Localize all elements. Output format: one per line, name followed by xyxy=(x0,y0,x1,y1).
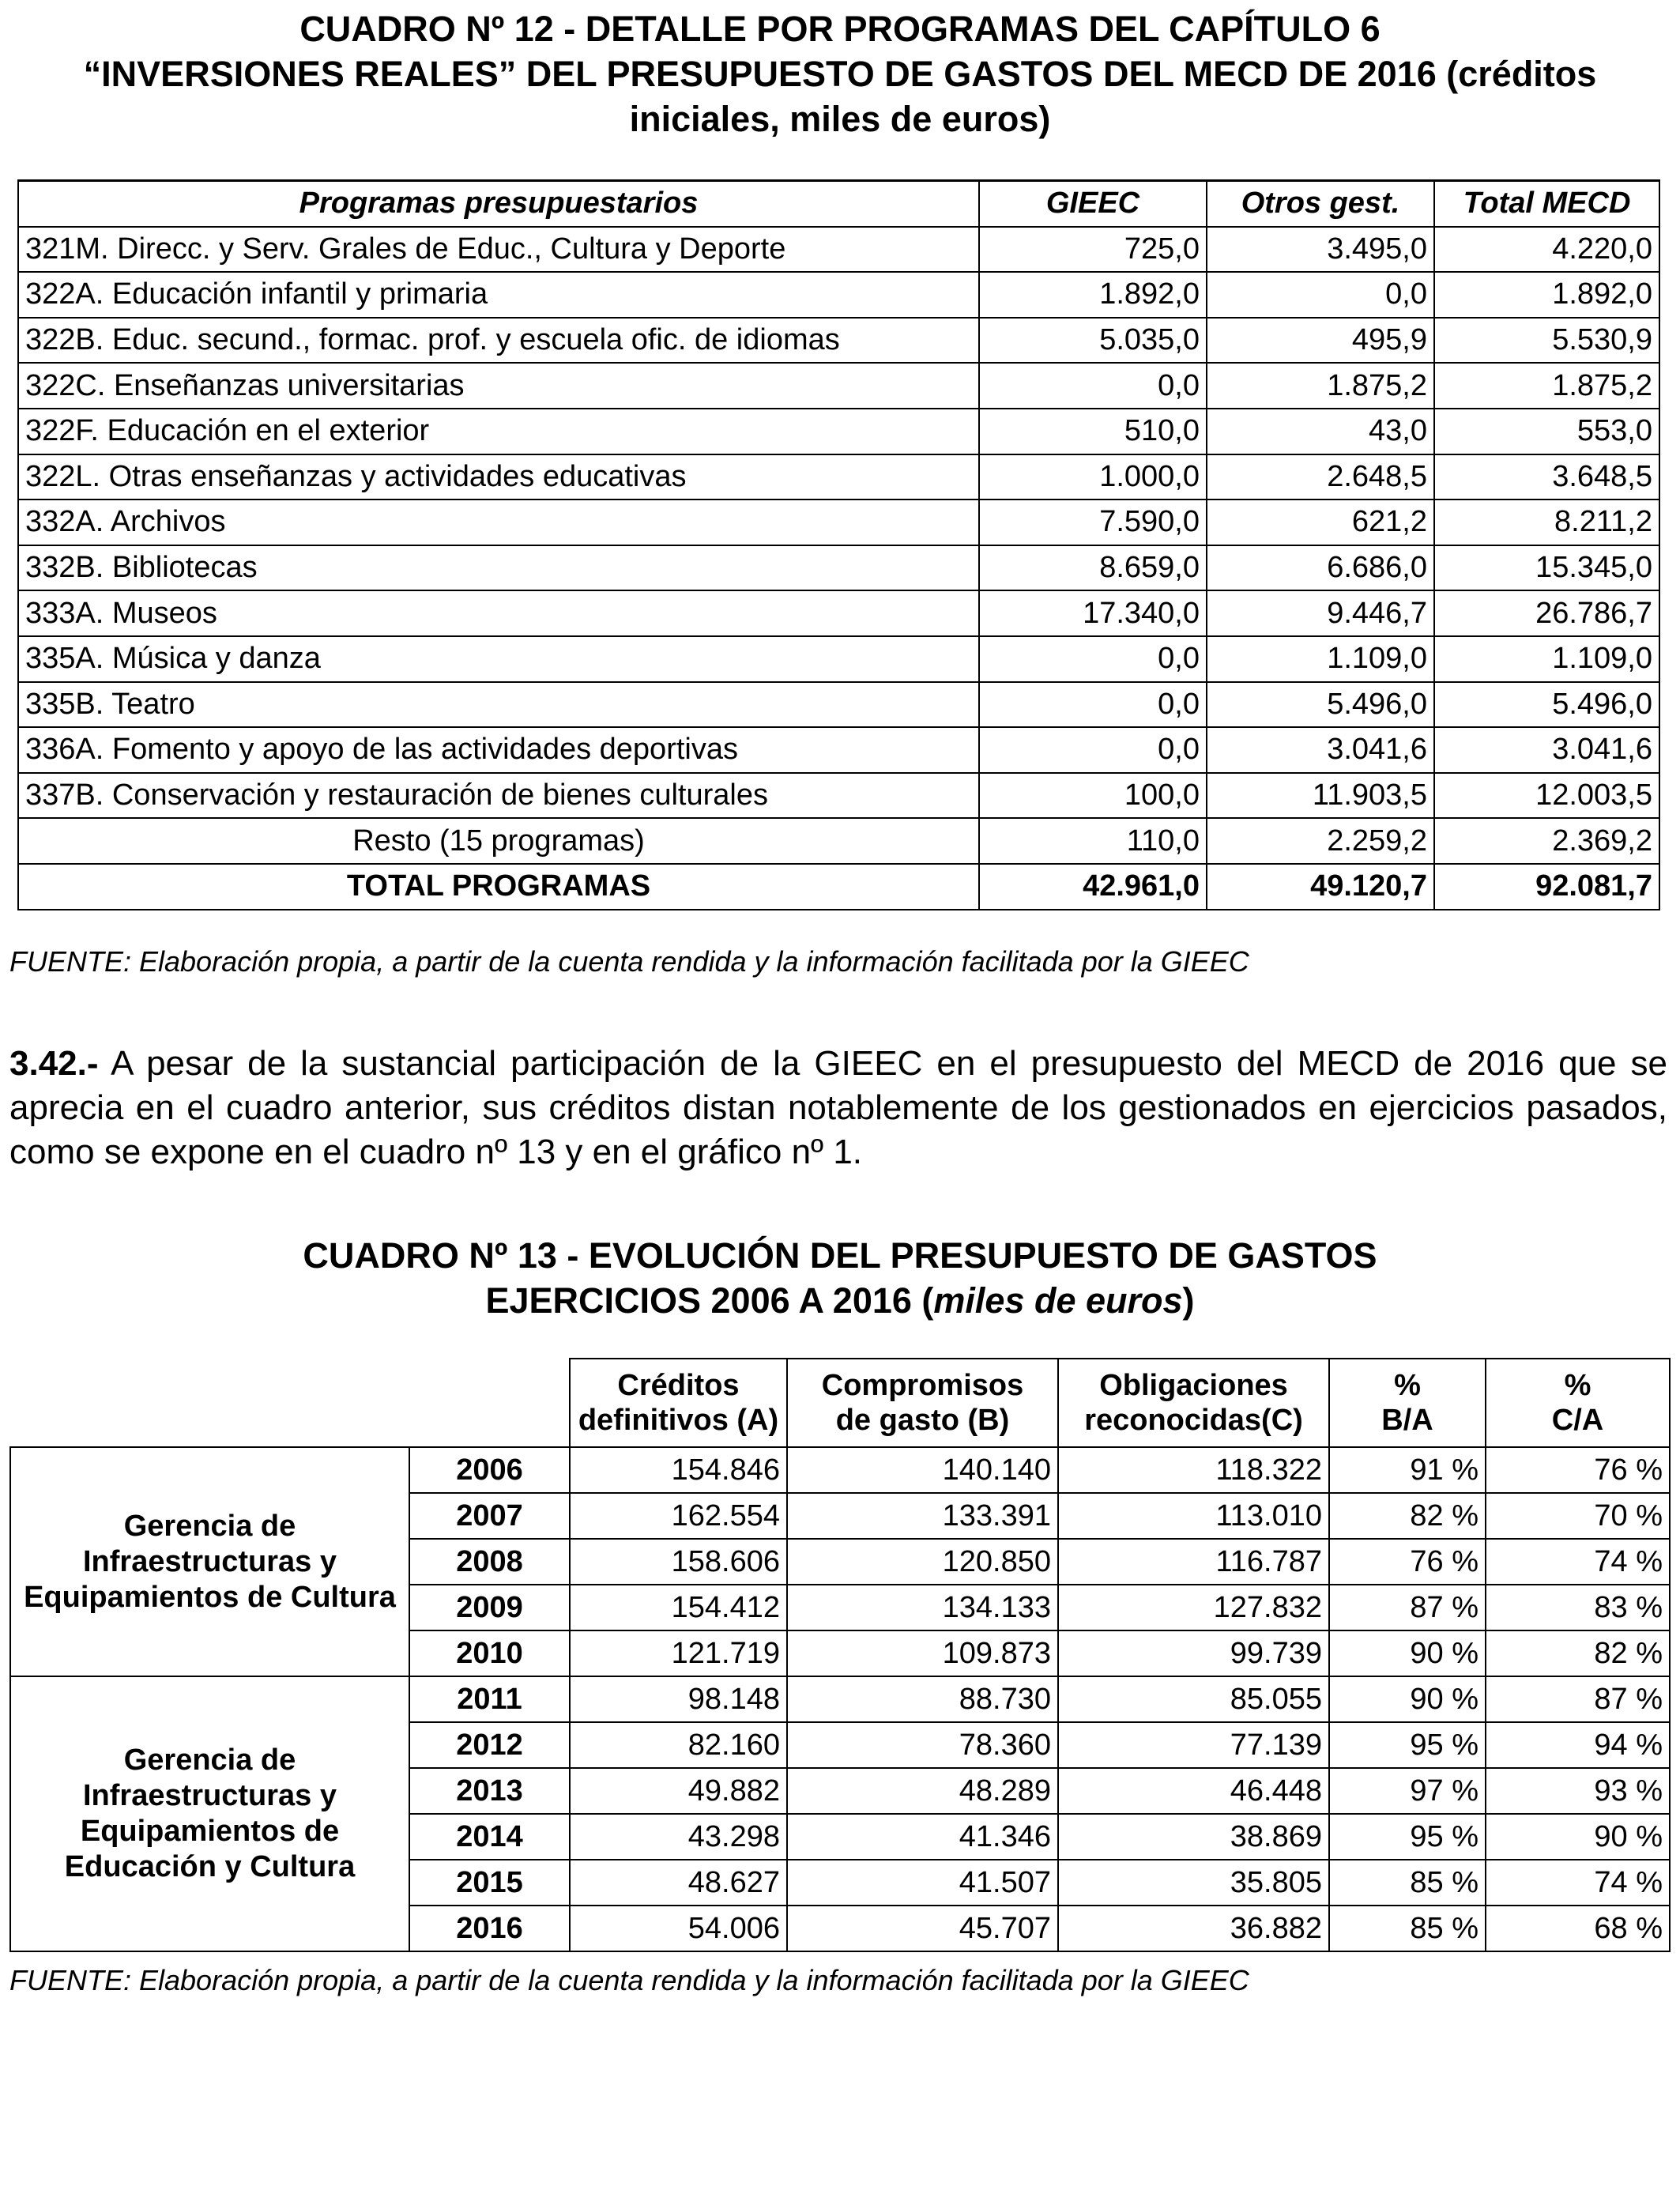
cuadro12-title-line3: iniciales, miles de euros) xyxy=(629,99,1051,139)
cuadro12-header-otros: Otros gest. xyxy=(1207,181,1434,227)
cuadro12-program-name: 322B. Educ. secund., formac. prof. y escuela ofic. de idiomas xyxy=(18,318,979,364)
cuadro13-year: 2013 xyxy=(409,1768,570,1814)
cuadro12-otros-value: 0,0 xyxy=(1207,272,1434,318)
cuadro12-otros-value: 5.496,0 xyxy=(1207,682,1434,728)
cuadro12-row xyxy=(18,773,1659,819)
cuadro12-row xyxy=(18,727,1659,773)
cuadro13-creditos-value: 49.882 xyxy=(570,1768,787,1814)
cuadro13-table xyxy=(9,1358,1671,1952)
cuadro13-pct-ba-value: 91 % xyxy=(1329,1447,1486,1493)
cuadro12-program-name: 322F. Educación en el exterior xyxy=(18,409,979,454)
cuadro12-program-name: 337B. Conservación y restauración de bienes culturales xyxy=(18,773,979,819)
cuadro12-gieec-value: 100,0 xyxy=(979,773,1207,819)
cuadro13-pct-ba-value: 76 % xyxy=(1329,1539,1486,1585)
cuadro13-obligaciones-value: 46.448 xyxy=(1058,1768,1329,1814)
cuadro13-group-educacion-cultura: Gerencia de Infraestructuras y Equipamientos de Educación y Cultura xyxy=(10,1676,409,1951)
cuadro12-otros-value: 3.041,6 xyxy=(1207,727,1434,773)
cuadro13-obligaciones-value: 77.139 xyxy=(1058,1722,1329,1768)
cuadro12-total-value: 553,0 xyxy=(1434,409,1659,454)
cuadro12-total-value: 5.530,9 xyxy=(1434,318,1659,364)
cuadro13-header-blank-2 xyxy=(409,1359,570,1447)
cuadro12-otros-value: 3.495,0 xyxy=(1207,227,1434,273)
cuadro13-obligaciones-value: 116.787 xyxy=(1058,1539,1329,1585)
cuadro12-otros-value: 1.109,0 xyxy=(1207,636,1434,682)
cuadro13-creditos-value: 154.846 xyxy=(570,1447,787,1493)
cuadro12-total-total: 92.081,7 xyxy=(1434,864,1659,910)
cuadro12-gieec-value: 1.892,0 xyxy=(979,272,1207,318)
cuadro12-row xyxy=(18,272,1659,318)
cuadro13-pct-ca-value: 90 % xyxy=(1486,1814,1670,1860)
cuadro13-pct-ca-value: 87 % xyxy=(1486,1676,1670,1722)
cuadro12-resto-label: Resto (15 programas) xyxy=(18,818,979,864)
cuadro13-title-line2-c: ) xyxy=(1182,1280,1195,1321)
cuadro13-year: 2015 xyxy=(409,1860,570,1906)
cuadro12-gieec-value: 510,0 xyxy=(979,409,1207,454)
cuadro13-obligaciones-value: 113.010 xyxy=(1058,1493,1329,1539)
cuadro12-gieec-value: 5.035,0 xyxy=(979,318,1207,364)
cuadro13-header-pct-ca: % C/A xyxy=(1486,1359,1670,1447)
cuadro13-header-pct-ba: % B/A xyxy=(1329,1359,1486,1447)
cuadro12-title-line2: “INVERSIONES REALES” DEL PRESUPUESTO DE GASTOS DEL MECD DE 2016 (créditos xyxy=(83,54,1597,94)
cuadro12-otros-value: 2.648,5 xyxy=(1207,454,1434,500)
cuadro12-gieec-value: 8.659,0 xyxy=(979,545,1207,591)
cuadro13-compromisos-value: 45.707 xyxy=(787,1906,1058,1951)
cuadro12-header-total: Total MECD xyxy=(1434,181,1659,227)
cuadro12-gieec-value: 1.000,0 xyxy=(979,454,1207,500)
cuadro13-obligaciones-value: 118.322 xyxy=(1058,1447,1329,1493)
cuadro13-creditos-value: 48.627 xyxy=(570,1860,787,1906)
cuadro13-pct-ba-value: 97 % xyxy=(1329,1768,1486,1814)
cuadro12-row xyxy=(18,409,1659,454)
cuadro13-creditos-value: 162.554 xyxy=(570,1493,787,1539)
cuadro12-total-value: 3.648,5 xyxy=(1434,454,1659,500)
cuadro12-program-name: 333A. Museos xyxy=(18,590,979,636)
cuadro13-creditos-value: 121.719 xyxy=(570,1630,787,1676)
cuadro12-otros-value: 1.875,2 xyxy=(1207,363,1434,409)
cuadro13-compromisos-value: 41.507 xyxy=(787,1860,1058,1906)
cuadro13-pct-ba-value: 95 % xyxy=(1329,1722,1486,1768)
cuadro13-compromisos-value: 133.391 xyxy=(787,1493,1058,1539)
cuadro12-program-name: 322A. Educación infantil y primaria xyxy=(18,272,979,318)
cuadro12-otros-value: 6.686,0 xyxy=(1207,545,1434,591)
cuadro12-row xyxy=(18,363,1659,409)
cuadro12-body xyxy=(18,227,1659,819)
paragraph-number: 3.42.- xyxy=(9,1044,99,1083)
cuadro13-pct-ca-value: 74 % xyxy=(1486,1539,1670,1585)
cuadro13-pct-ba-value: 95 % xyxy=(1329,1814,1486,1860)
cuadro12-program-name: 332A. Archivos xyxy=(18,499,979,545)
cuadro13-year: 2009 xyxy=(409,1585,570,1630)
cuadro12-program-name: 321M. Direcc. y Serv. Grales de Educ., Cultura y Deporte xyxy=(18,227,979,273)
cuadro12-row xyxy=(18,545,1659,591)
cuadro13-compromisos-value: 48.289 xyxy=(787,1768,1058,1814)
cuadro12-row xyxy=(18,227,1659,273)
cuadro12-resto-row xyxy=(18,818,1659,864)
cuadro13-header-row xyxy=(10,1359,1670,1447)
cuadro12-gieec-value: 0,0 xyxy=(979,727,1207,773)
cuadro13-pct-ca-value: 82 % xyxy=(1486,1630,1670,1676)
cuadro12-total-value: 26.786,7 xyxy=(1434,590,1659,636)
cuadro13-header-obligaciones: Obligaciones reconocidas(C) xyxy=(1058,1359,1329,1447)
cuadro12-header-programas: Programas presupuestarios xyxy=(18,181,979,227)
cuadro13-obligaciones-value: 99.739 xyxy=(1058,1630,1329,1676)
cuadro12-title-line1: CUADRO Nº 12 - DETALLE POR PROGRAMAS DEL CAPÍTULO 6 xyxy=(299,9,1381,49)
cuadro13-source: FUENTE: Elaboración propia, a partir de la cuenta rendida y la información facilitada por la GIEEC xyxy=(9,1964,1249,1996)
cuadro12-resto-otros: 2.259,2 xyxy=(1207,818,1434,864)
cuadro13-pct-ba-value: 85 % xyxy=(1329,1860,1486,1906)
cuadro12-total-value: 1.109,0 xyxy=(1434,636,1659,682)
cuadro12-program-name: 322L. Otras enseñanzas y actividades educativas xyxy=(18,454,979,500)
cuadro12-total-row xyxy=(18,864,1659,910)
cuadro12-total-value: 1.875,2 xyxy=(1434,363,1659,409)
cuadro12-row xyxy=(18,636,1659,682)
cuadro13-pct-ca-value: 76 % xyxy=(1486,1447,1670,1493)
paragraph-text: A pesar de la sustancial participación de la GIEEC en el presupuesto del MECD de 2016 que se aprecia en el cuadro anterior, sus créditos distan notablemente de los gestionados en ejercicios pasados, como se expone en el cuadro nº 13 y en el gráfico nº 1. xyxy=(9,1044,1667,1171)
cuadro12-total-value: 1.892,0 xyxy=(1434,272,1659,318)
cuadro13-header-creditos: Créditos definitivos (A) xyxy=(570,1359,787,1447)
cuadro13-compromisos-value: 78.360 xyxy=(787,1722,1058,1768)
cuadro13-pct-ca-value: 68 % xyxy=(1486,1906,1670,1951)
cuadro13-compromisos-value: 140.140 xyxy=(787,1447,1058,1493)
cuadro12-otros-value: 621,2 xyxy=(1207,499,1434,545)
cuadro12-row xyxy=(18,499,1659,545)
cuadro12-program-name: 336A. Fomento y apoyo de las actividades deportivas xyxy=(18,727,979,773)
cuadro12-total-value: 8.211,2 xyxy=(1434,499,1659,545)
cuadro13-row xyxy=(10,1676,1670,1722)
cuadro13-year: 2016 xyxy=(409,1906,570,1951)
cuadro13-creditos-value: 43.298 xyxy=(570,1814,787,1860)
cuadro12-total-gieec: 42.961,0 xyxy=(979,864,1207,910)
cuadro12-resto-gieec: 110,0 xyxy=(979,818,1207,864)
cuadro12-resto-total: 2.369,2 xyxy=(1434,818,1659,864)
cuadro12-gieec-value: 725,0 xyxy=(979,227,1207,273)
cuadro13-title-line2 xyxy=(16,1278,1664,1323)
cuadro13-year: 2012 xyxy=(409,1722,570,1768)
cuadro13-year: 2014 xyxy=(409,1814,570,1860)
cuadro12-gieec-value: 0,0 xyxy=(979,682,1207,728)
cuadro12-program-name: 335B. Teatro xyxy=(18,682,979,728)
cuadro13-creditos-value: 54.006 xyxy=(570,1906,787,1951)
cuadro12-program-name: 332B. Bibliotecas xyxy=(18,545,979,591)
cuadro12-gieec-value: 0,0 xyxy=(979,363,1207,409)
cuadro12-otros-value: 495,9 xyxy=(1207,318,1434,364)
cuadro13-obligaciones-value: 35.805 xyxy=(1058,1860,1329,1906)
cuadro12-total-value: 4.220,0 xyxy=(1434,227,1659,273)
cuadro12-total-otros: 49.120,7 xyxy=(1207,864,1434,910)
cuadro12-header-row xyxy=(18,181,1659,227)
cuadro12-header-gieec: GIEEC xyxy=(979,181,1207,227)
cuadro13-body xyxy=(10,1447,1670,1951)
cuadro12-otros-value: 11.903,5 xyxy=(1207,773,1434,819)
cuadro13-year: 2011 xyxy=(409,1676,570,1722)
cuadro13-row xyxy=(10,1447,1670,1493)
cuadro12-gieec-value: 0,0 xyxy=(979,636,1207,682)
cuadro13-year: 2008 xyxy=(409,1539,570,1585)
cuadro13-obligaciones-value: 85.055 xyxy=(1058,1676,1329,1722)
cuadro12-gieec-value: 7.590,0 xyxy=(979,499,1207,545)
cuadro12-gieec-value: 17.340,0 xyxy=(979,590,1207,636)
cuadro12-total-label: TOTAL PROGRAMAS xyxy=(18,864,979,910)
cuadro13-pct-ba-value: 87 % xyxy=(1329,1585,1486,1630)
cuadro12-source: FUENTE: Elaboración propia, a partir de la cuenta rendida y la información facilitada por la GIEEC xyxy=(9,945,1249,978)
cuadro12-row xyxy=(18,318,1659,364)
cuadro13-obligaciones-value: 38.869 xyxy=(1058,1814,1329,1860)
cuadro13-compromisos-value: 134.133 xyxy=(787,1585,1058,1630)
cuadro12-total-value: 12.003,5 xyxy=(1434,773,1659,819)
cuadro13-pct-ca-value: 70 % xyxy=(1486,1493,1670,1539)
cuadro13-year: 2010 xyxy=(409,1630,570,1676)
cuadro13-header-blank-1 xyxy=(10,1359,409,1447)
cuadro13-title-line2-b: miles de euros xyxy=(933,1280,1183,1321)
cuadro13-obligaciones-value: 127.832 xyxy=(1058,1585,1329,1630)
cuadro13-compromisos-value: 109.873 xyxy=(787,1630,1058,1676)
cuadro12-table xyxy=(17,179,1660,910)
cuadro13-creditos-value: 158.606 xyxy=(570,1539,787,1585)
cuadro13-pct-ba-value: 90 % xyxy=(1329,1676,1486,1722)
cuadro13-compromisos-value: 41.346 xyxy=(787,1814,1058,1860)
cuadro13-year: 2006 xyxy=(409,1447,570,1493)
cuadro13-pct-ba-value: 85 % xyxy=(1329,1906,1486,1951)
cuadro13-creditos-value: 98.148 xyxy=(570,1676,787,1722)
cuadro12-total-value: 15.345,0 xyxy=(1434,545,1659,591)
cuadro13-compromisos-value: 120.850 xyxy=(787,1539,1058,1585)
cuadro12-otros-value: 43,0 xyxy=(1207,409,1434,454)
cuadro13-pct-ca-value: 74 % xyxy=(1486,1860,1670,1906)
cuadro13-pct-ca-value: 94 % xyxy=(1486,1722,1670,1768)
cuadro13-pct-ca-value: 83 % xyxy=(1486,1585,1670,1630)
cuadro12-row xyxy=(18,590,1659,636)
cuadro13-pct-ba-value: 82 % xyxy=(1329,1493,1486,1539)
cuadro13-creditos-value: 82.160 xyxy=(570,1722,787,1768)
cuadro12-program-name: 322C. Enseñanzas universitarias xyxy=(18,363,979,409)
cuadro13-title-line1: CUADRO Nº 13 - EVOLUCIÓN DEL PRESUPUESTO DE GASTOS xyxy=(303,1235,1377,1276)
paragraph-3-42 xyxy=(9,1042,1667,1174)
cuadro13-pct-ba-value: 90 % xyxy=(1329,1630,1486,1676)
cuadro13-year: 2007 xyxy=(409,1493,570,1539)
cuadro12-total-value: 3.041,6 xyxy=(1434,727,1659,773)
cuadro12-otros-value: 9.446,7 xyxy=(1207,590,1434,636)
cuadro13-pct-ca-value: 93 % xyxy=(1486,1768,1670,1814)
cuadro13-compromisos-value: 88.730 xyxy=(787,1676,1058,1722)
cuadro13-creditos-value: 154.412 xyxy=(570,1585,787,1630)
cuadro12-row xyxy=(18,454,1659,500)
cuadro12-row xyxy=(18,682,1659,728)
cuadro12-program-name: 335A. Música y danza xyxy=(18,636,979,682)
cuadro13-group-cultura: Gerencia de Infraestructuras y Equipamientos de Cultura xyxy=(10,1447,409,1676)
cuadro13-obligaciones-value: 36.882 xyxy=(1058,1906,1329,1951)
cuadro12-total-value: 5.496,0 xyxy=(1434,682,1659,728)
cuadro13-header-compromisos: Compromisos de gasto (B) xyxy=(787,1359,1058,1447)
cuadro13-title-line2-a: EJERCICIOS 2006 A 2016 ( xyxy=(485,1280,934,1321)
